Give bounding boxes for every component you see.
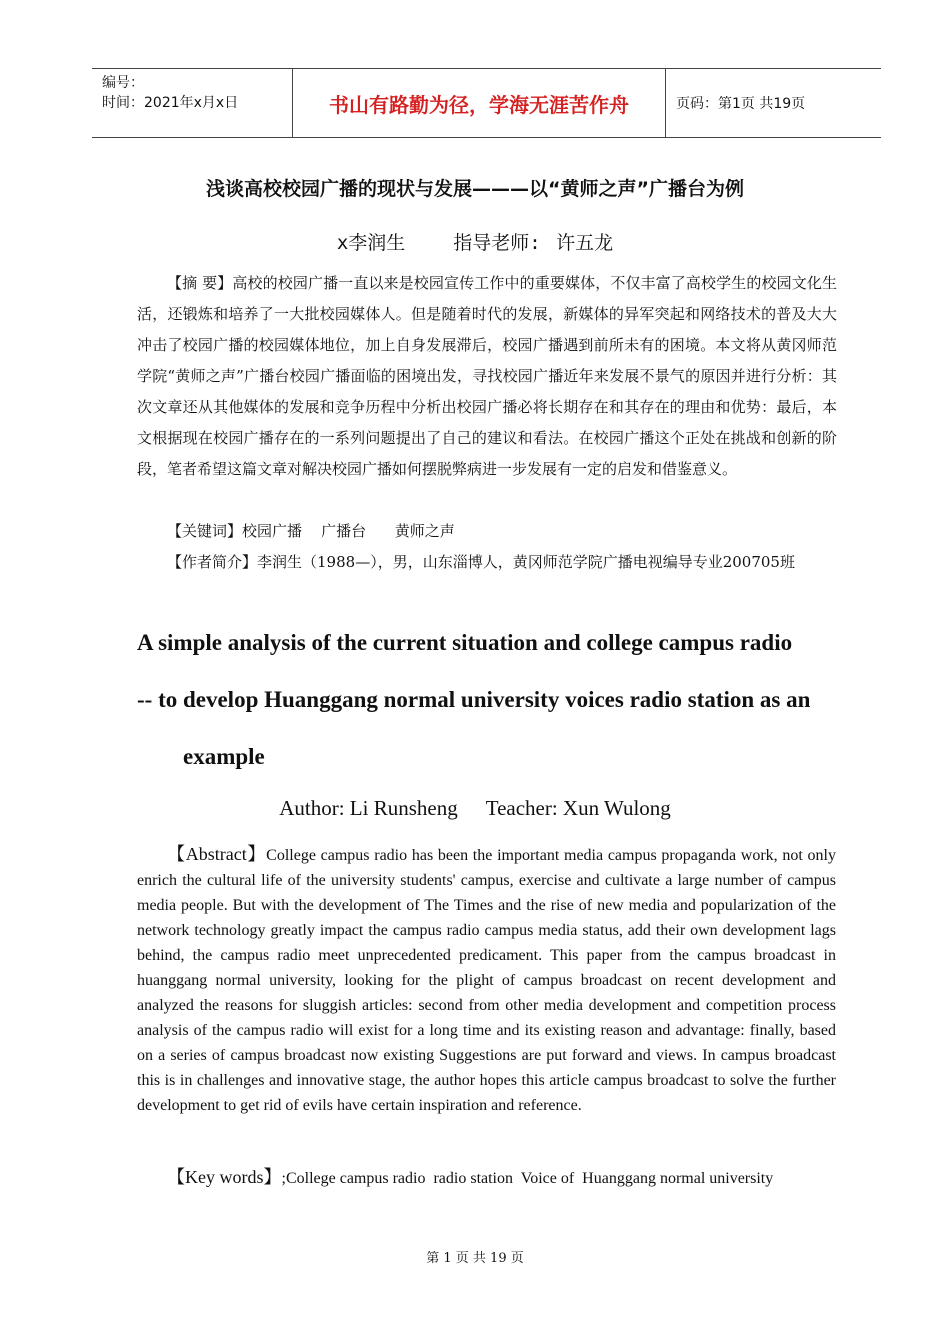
authors-cn: [0, 228, 950, 255]
abstract-cn-text: 高校的校园广播一直以来是校园宣传工作中的重要媒体，不仅丰富了高校学生的校园文化生活，还锻炼和培养了一大批校园媒体人。但是随着时代的发展，新媒体的异军突起和网络技术的普及大大冲击了校园广播的校园媒体地位，加上自身发展滞后，校园广播遇到前所未有的困境。本文将从黄冈师范学院“黄师之声”广播台校园广播面临的困境出发，寻找校园广播近年来发展不景气的原因并进行分析：其次文章还从其他媒体的发展和竞争历程中分析出校园广播必将长期存在和其存在的理由和优势：最后，本文根据现在校园广播存在的一系列问题提出了自己的建议和看法。在校园广播这个正处在挑战和创新的阶段，笔者希望这篇文章对解决校园广播如何摆脱弊病进一步发展有一定的启发和借鉴意义。: [137, 274, 837, 478]
abstract-cn: [137, 268, 837, 485]
keywords-en-label: 【Key words】: [167, 1167, 282, 1187]
title-cn: 浅谈高校校园广播的现状与发展———以“黄师之声”广播台为例: [206, 178, 744, 200]
title-en: [137, 614, 847, 785]
abstract-en: [137, 842, 836, 1118]
keywords-cn-text: 校园广播 广播台 黄师之声: [242, 522, 455, 540]
page-footer: 第 1 页 共 19 页: [426, 1251, 524, 1266]
title-en-line3: example: [183, 744, 265, 769]
header-motto: 书山有路勤为径，学海无涯苦作舟: [292, 69, 666, 137]
author-bio-cn-label: 【作者简介】: [167, 553, 258, 571]
author-en: Author: Li Runsheng: [279, 796, 458, 820]
teacher-en: Teacher: Xun Wulong: [485, 796, 671, 820]
time-label: 时间：2021年x月x日: [102, 95, 239, 111]
title-en-line2: -- to develop Huanggang normal university voices radio station as an: [137, 687, 811, 712]
author-cn: x李润生: [336, 232, 406, 254]
keywords-en-text: ;College campus radio radio station Voice of Huanggang normal university: [281, 1170, 774, 1187]
keywords-en: [137, 1165, 836, 1191]
authors-en: [0, 796, 950, 821]
abstract-en-label: 【Abstract】: [167, 844, 267, 864]
author-bio-cn-text: 李润生（1988—），男，山东淄博人，黄冈师范学院广播电视编导专业200705班: [257, 553, 795, 571]
advisor-cn: 指导老师: 许五龙: [453, 232, 614, 254]
header-table: [92, 68, 881, 138]
abstract-en-text: College campus radio has been the important media campus propaganda work, not only enrich the cultural life of the university students' campus, exercise and cultivate a large number of campus media people. But with the development of The Times and the rise of new media and popularization of the network technology greatly impact the campus radio campus media status, add their own development lags behind, the campus radio meet unprecedented predicament. This paper from the campus broadcast in huanggang normal university, looking for the plight of campus broadcast on recent development and analyzed the reasons for sluggish articles: second from other media development and competition process analysis of the campus radio will exist for a long time and its existing reason and advantage: finally, based on a series of campus broadcast now existing Suggestions are put forward and views. In campus broadcast this is in challenges and innovative stage, the author hopes this article campus broadcast to solve the further development to get rid of evils have certain inspiration and reference.: [137, 847, 836, 1114]
header-meta: [92, 69, 292, 137]
abstract-cn-label: 【摘 要】: [167, 274, 233, 292]
header-page-info: 页码：第1页 共19页: [676, 96, 806, 112]
keywords-cn-label: 【关键词】: [167, 522, 243, 540]
title-en-line1: A simple analysis of the current situation and college campus radio: [137, 630, 793, 655]
keywords-cn: [137, 516, 837, 547]
number-label: 编号：: [102, 75, 144, 91]
author-bio-cn: [137, 547, 837, 578]
